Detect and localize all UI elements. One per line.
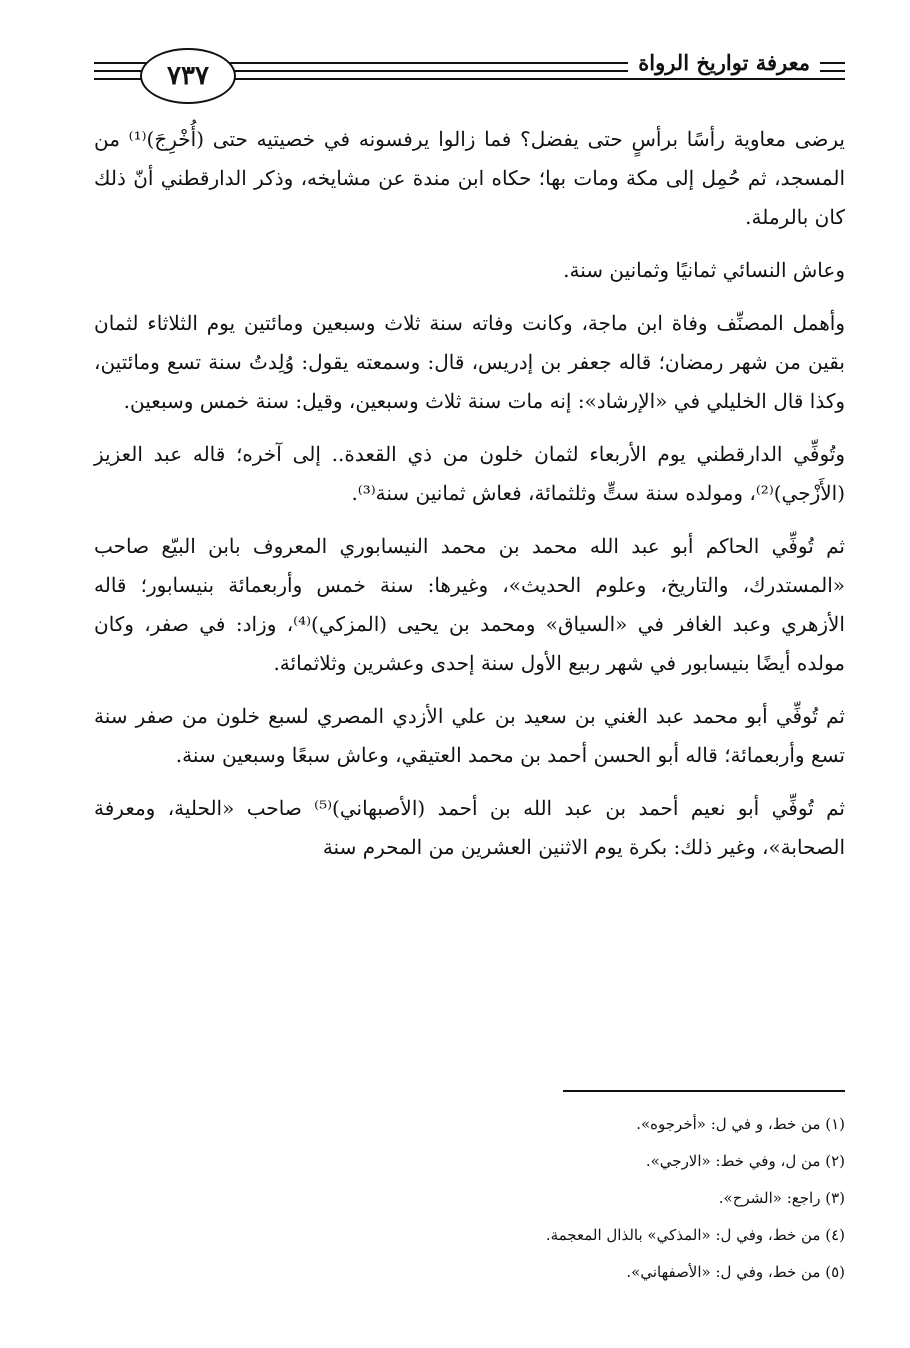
- header-rule-right: [225, 78, 845, 80]
- paragraph: وتُوفِّي الدارقطني يوم الأربعاء لثمان خلون من ذي القعدة.. إلى آخره؛ قاله عبد العزيز (الأَزْجي)⁽²⁾، ومولده سنة ستٍّ وثلثمائة، فعاش ثمانين سنة⁽³⁾.: [94, 442, 845, 505]
- paragraph: وأهمل المصنِّف وفاة ابن ماجة، وكانت وفاته سنة ثلاث وسبعين ومائتين يوم الثلاثاء لثمان بقين من شهر رمضان؛ قاله جعفر بن إدريس، قال: وسمعته يقول: وُلِدتُ سنة تسع ومائتين، وكذا قال الخليلي في «الإرشاد»: إنه مات سنة ثلاث وسبعين، وقيل: سنة خمس وسبعين.: [94, 311, 845, 413]
- paragraph: وعاش النسائي ثمانيًا وثمانين سنة.: [563, 258, 845, 282]
- main-text: [94, 120, 845, 881]
- page-number: ٧٣٧: [140, 48, 236, 104]
- footnote: (٢) من ل، وفي خط: «الارجي».: [645, 1152, 845, 1170]
- footnote: (٤) من خط، وفي ل: «المذكي» بالذال المعجمة.: [545, 1226, 845, 1244]
- footnote: (١) من خط، و في ل: «أخرجوه».: [636, 1115, 845, 1133]
- footnote-separator: [563, 1090, 845, 1092]
- paragraph: ثم تُوفِّي أبو محمد عبد الغني بن سعيد بن علي الأزدي المصري لسبع خلون من صفر سنة تسع وأربعمائة؛ قاله أبو الحسن أحمد بن محمد العتيقي، وعاش سبعًا وسبعين سنة.: [94, 704, 845, 767]
- page-header: [0, 40, 910, 110]
- paragraph: يرضى معاوية رأسًا برأسٍ حتى يفضل؟ فما زالوا يرفسونه في خصيتيه حتى (أُخْرِجَ)⁽¹⁾ من المسجد، ثم حُمِل إلى مكة ومات بها؛ حكاه ابن مندة عن مشايخه، وذكر الدارقطني أنّ ذلك كان بالرملة.: [94, 127, 846, 229]
- paragraph: ثم تُوفِّي الحاكم أبو عبد الله محمد بن محمد النيسابوري المعروف بابن البيّع صاحب «المستدرك، والتاريخ، وعلوم الحديث»، وغيرها: سنة خمس وأربعمائة بنيسابور؛ قاله الأزهري وعبد الغافر في «السياق» ومحمد بن يحيى (المزكي)⁽⁴⁾، وزاد: في صفر، وكان مولده أيضًا بنيسابور في شهر ربيع الأول سنة إحدى وعشرين وثلاثمائة.: [94, 534, 845, 675]
- footnotes: [94, 1106, 845, 1291]
- footnote: (٥) من خط، وفي ل: «الأصفهاني».: [626, 1263, 845, 1281]
- running-title: معرفة تواريخ الرواة: [628, 50, 820, 75]
- paragraph: ثم تُوفِّي أبو نعيم أحمد بن عبد الله بن أحمد (الأصبهاني)⁽⁵⁾ صاحب «الحلية، ومعرفة الصحابة»، وغير ذلك: بكرة يوم الاثنين العشرين من المحرم سنة: [94, 796, 846, 859]
- footnote: (٣) راجع: «الشرح».: [718, 1189, 845, 1207]
